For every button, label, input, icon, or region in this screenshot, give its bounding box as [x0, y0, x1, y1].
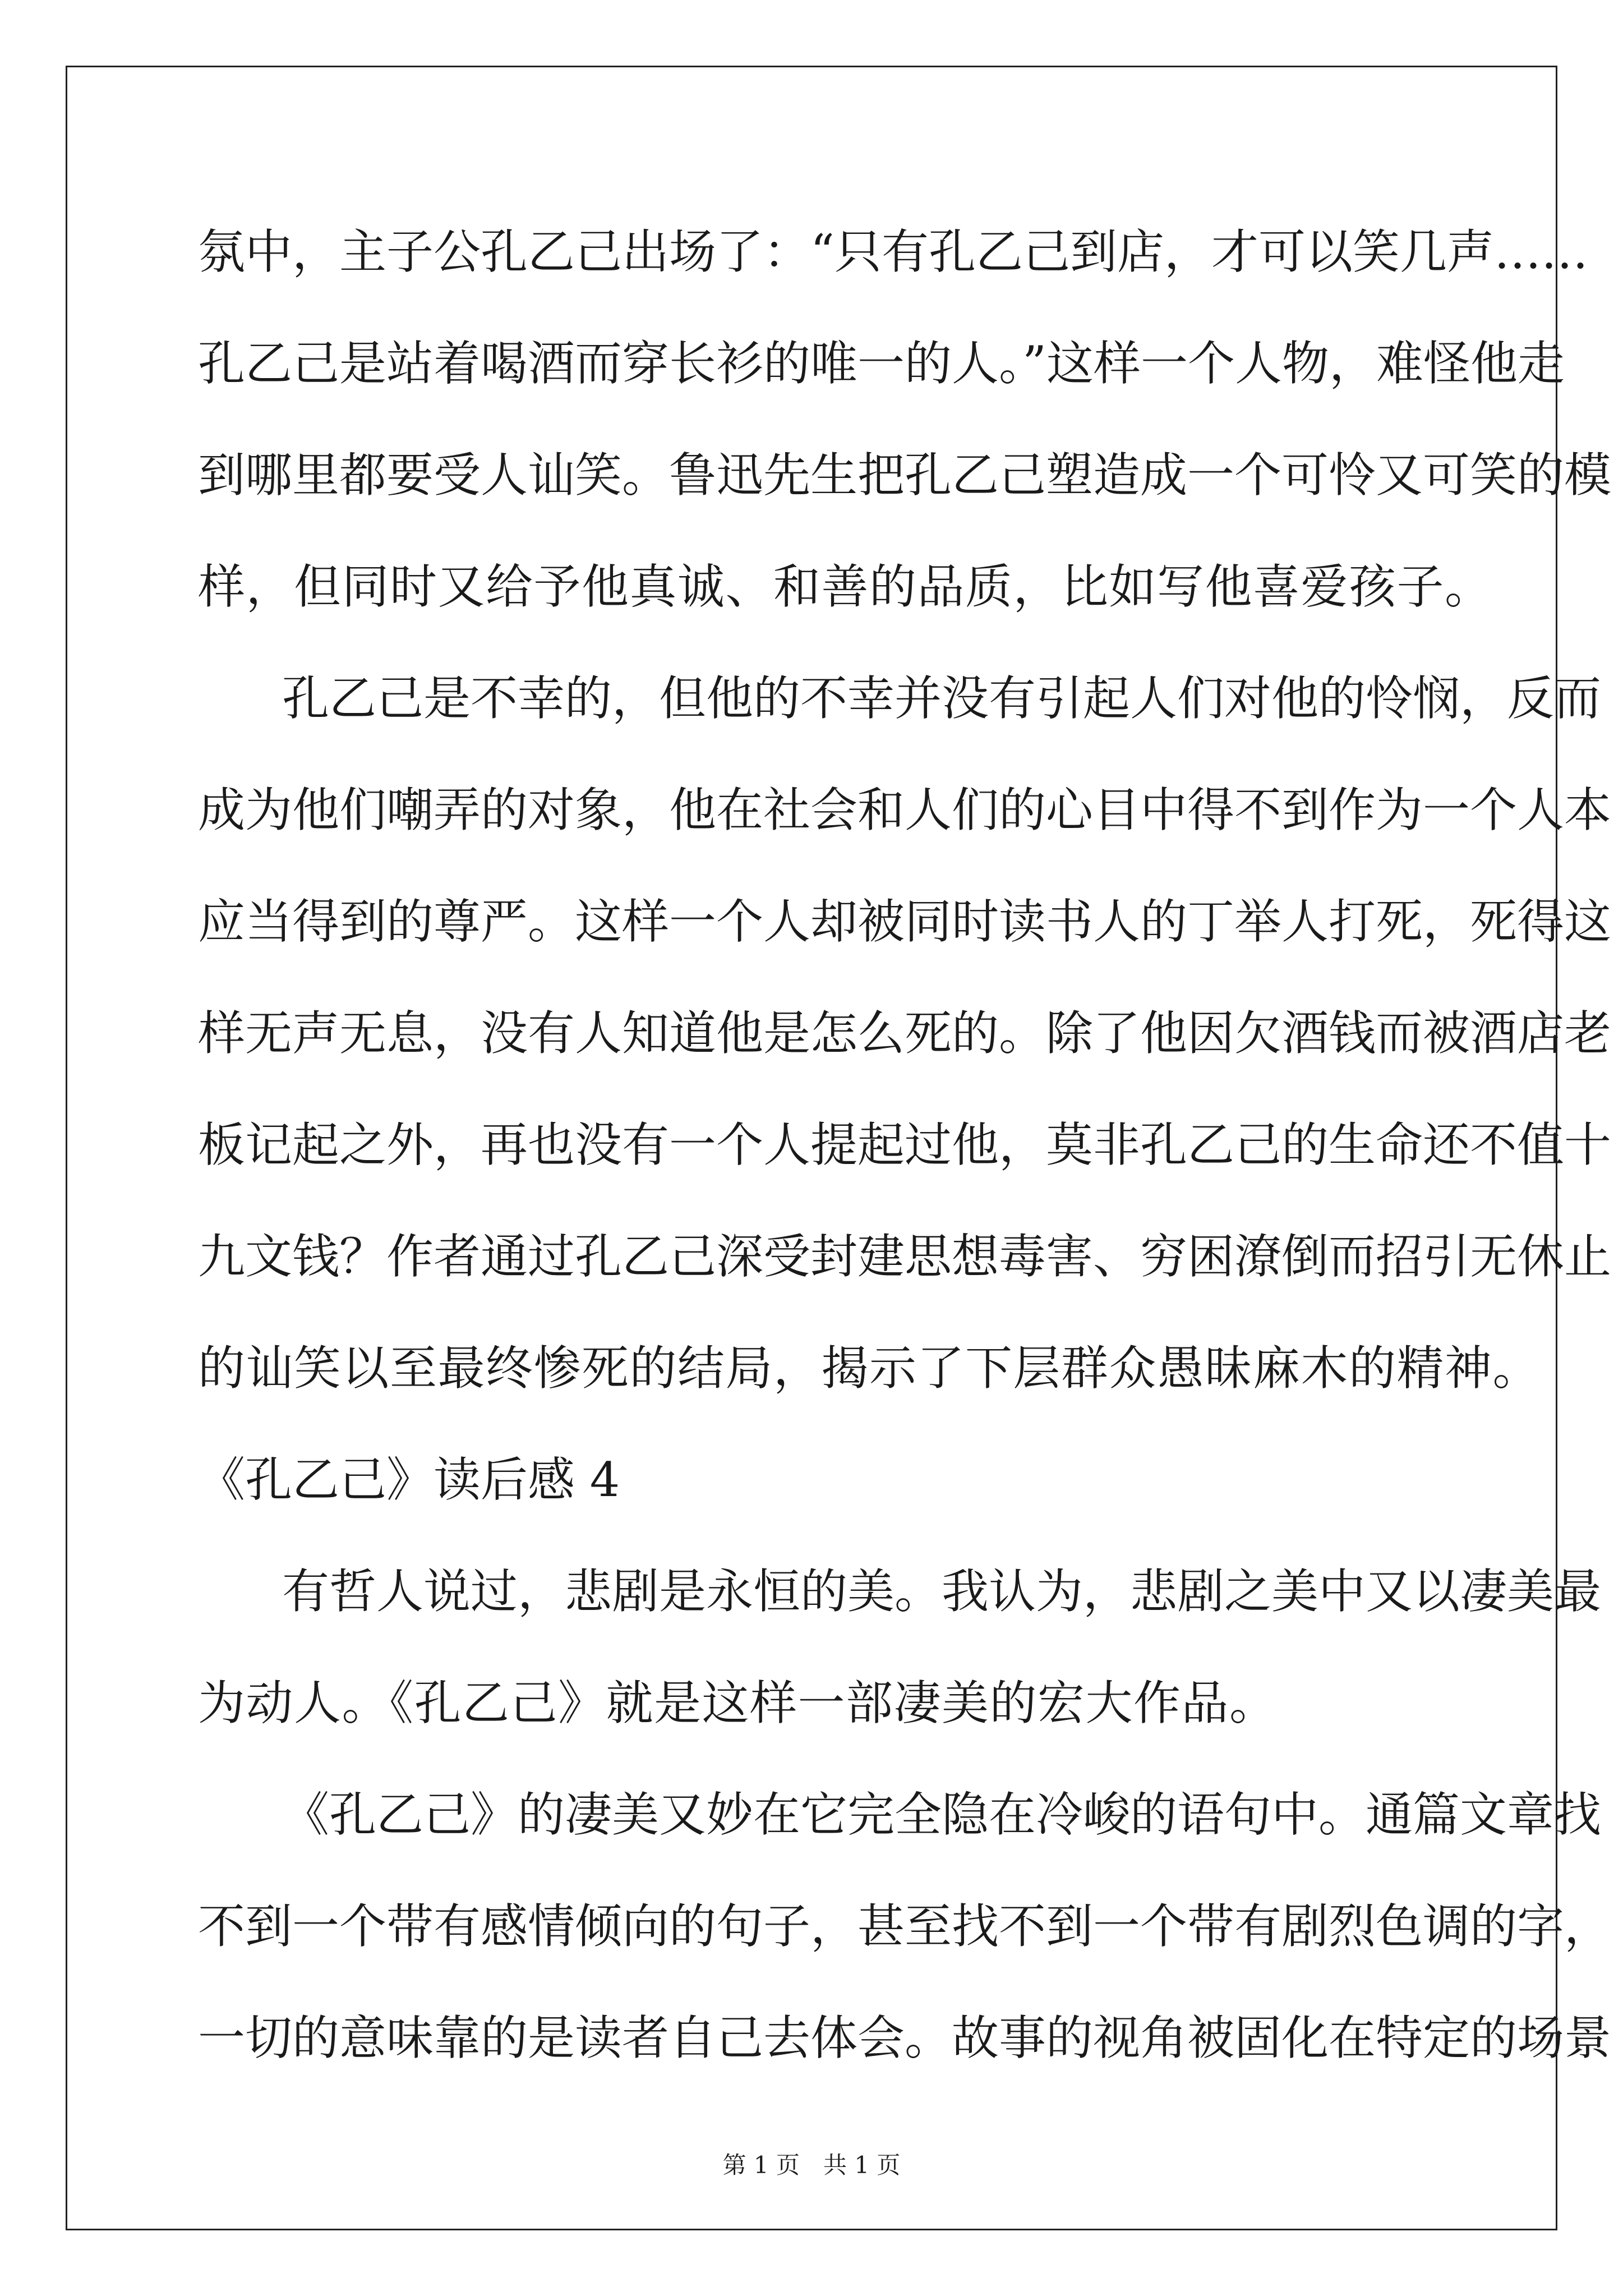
page-footer [0, 2151, 1623, 2179]
text-line: 到哪里都要受人讪笑。鲁迅先生把孔乙己塑造成一个可怜又可笑的模 [198, 448, 1612, 503]
text-line: 为动人。《孔乙己》就是这样一部凄美的宏大作品。 [198, 1676, 1278, 1731]
text-line: 样无声无息，没有人知道他是怎么死的。除了他因欠酒钱而被酒店老 [198, 1006, 1612, 1061]
paragraph [198, 1556, 1602, 1779]
text-line: 板记起之外，再也没有一个人提起过他，莫非孔乙己的生命还不值十 [198, 1117, 1612, 1172]
text-line: 一切的意味靠的是读者自己去体会。故事的视角被固化在特定的场景 [198, 2010, 1612, 2065]
page-total: 共 1 页 [823, 2151, 901, 2179]
text-line: 孔乙己是站着喝酒而穿长衫的唯一的人。”这样一个人物，难怪他走 [198, 336, 1565, 391]
document-body [198, 216, 1612, 2114]
paragraph [198, 662, 1612, 1444]
text-line: 的讪笑以至最终惨死的结局，揭示了下层群众愚昧麻木的精神。 [198, 1341, 1541, 1396]
text-line: 样，但同时又给予他真诚、和善的品质，比如写他喜爱孩子。 [198, 559, 1493, 614]
text-line: 成为他们嘲弄的对象，他在社会和人们的心目中得不到作为一个人本 [198, 783, 1612, 838]
text-line: 氛中，主子公孔乙己出场了：“只有孔乙己到店，才可以笑几声…… [198, 224, 1588, 279]
text-line: 孔乙己是不幸的，但他的不幸并没有引起人们对他的怜悯，反而 [282, 671, 1602, 726]
text-line: 有哲人说过，悲剧是永恒的美。我认为，悲剧之美中又以凄美最 [282, 1564, 1602, 1619]
heading-text: 《孔乙己》读后感 4 [198, 1452, 620, 1507]
paragraph [198, 1779, 1612, 2114]
text-line: 《孔乙己》的凄美又妙在它完全隐在冷峻的语句中。通篇文章找 [282, 1787, 1602, 1842]
section-heading [198, 1444, 1429, 1556]
text-line: 九文钱？作者通过孔乙己深受封建思想毒害、穷困潦倒而招引无休止 [198, 1229, 1612, 1284]
text-line: 应当得到的尊严。这样一个人却被同时读书人的丁举人打死，死得这 [198, 894, 1612, 949]
page-number: 第 1 页 [722, 2151, 800, 2179]
paragraph [198, 216, 1612, 662]
text-line: 不到一个带有感情倾向的句子，甚至找不到一个带有剧烈色调的字， [198, 1899, 1612, 1954]
